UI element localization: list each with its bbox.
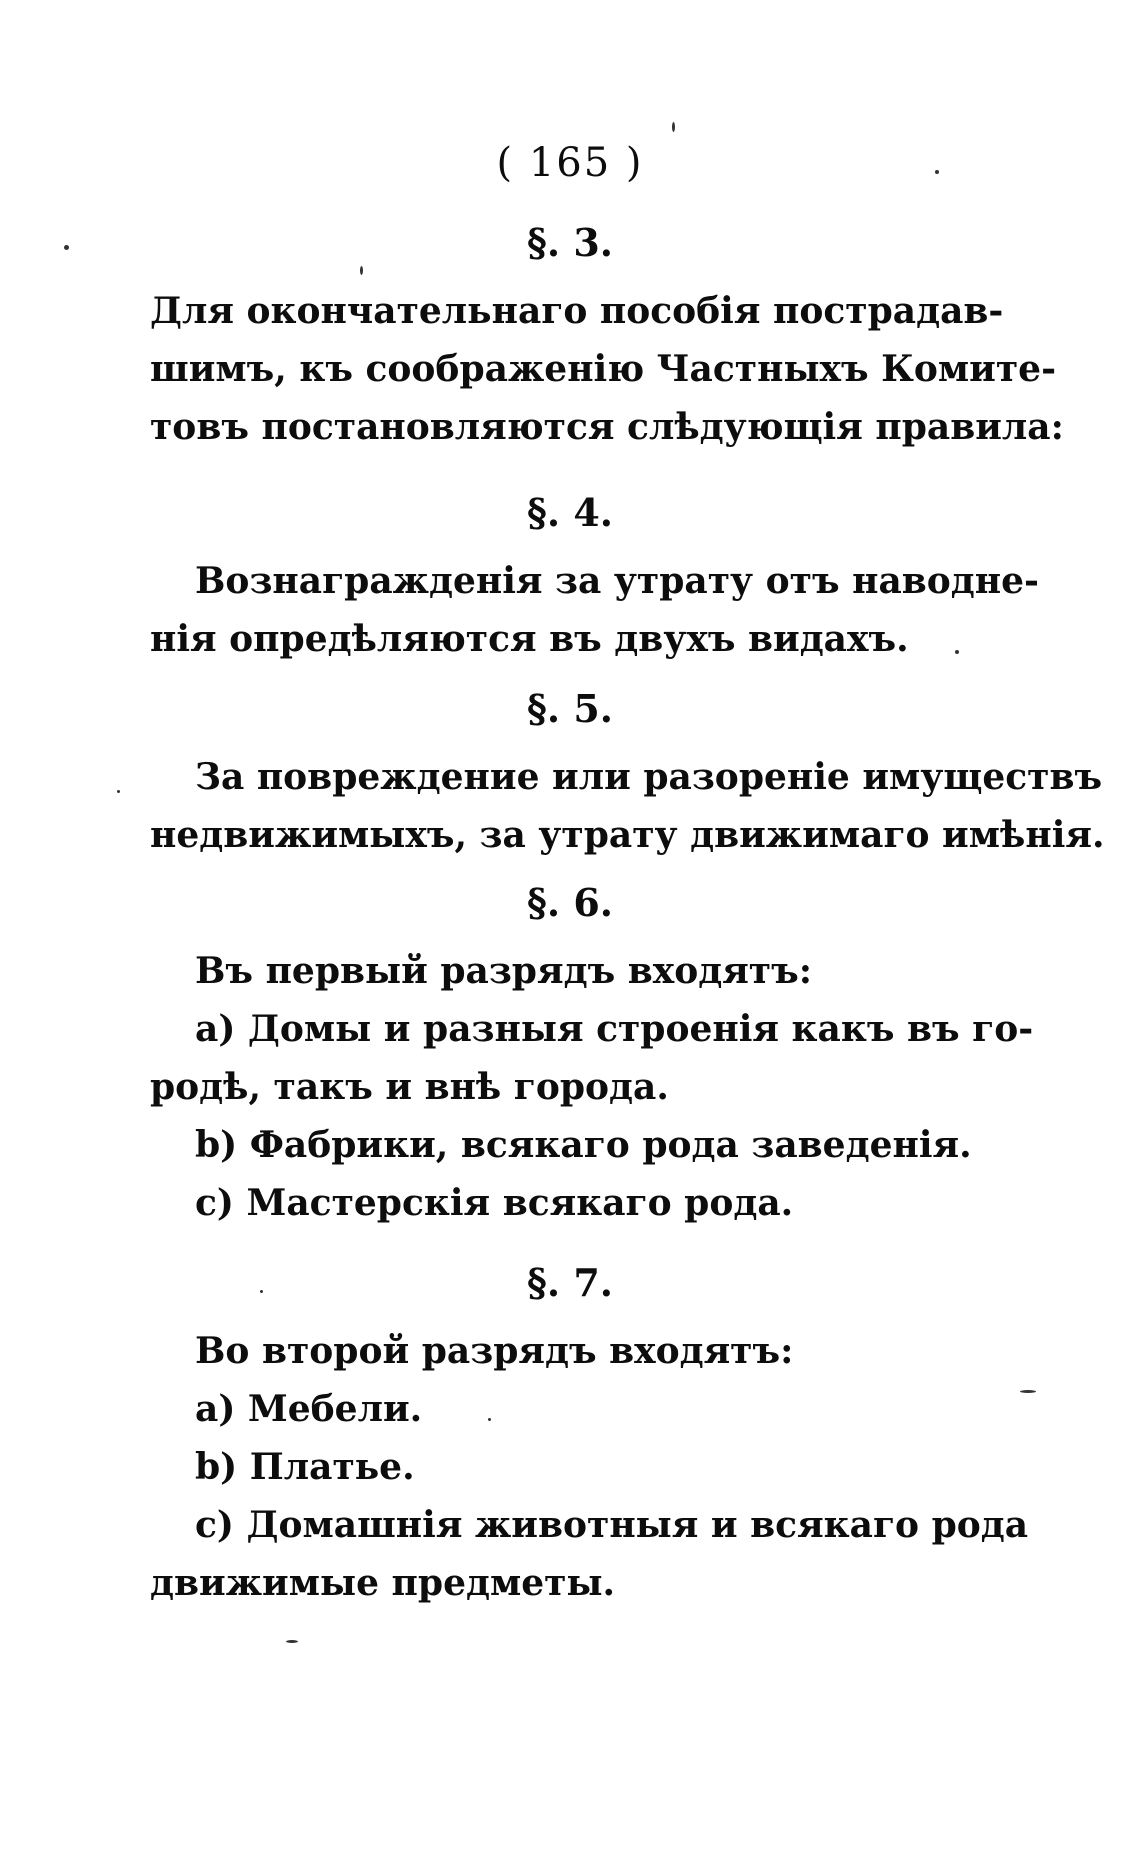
- section-body-3: [150, 282, 1064, 456]
- list-item: a) Мебели.: [195, 1388, 423, 1430]
- scan-speck: [360, 266, 363, 275]
- text-line: родѣ, такъ и внѣ города.: [150, 1066, 669, 1108]
- text-line: недвижимыхъ, за утрату движимаго имѣнія.: [150, 814, 1105, 856]
- scan-speck: [117, 790, 120, 793]
- scan-speck: [1020, 1390, 1036, 1393]
- section-heading-4: §. 4.: [526, 490, 613, 535]
- scan-speck: [955, 650, 959, 654]
- text-line: шимъ, къ соображенію Частныхъ Комите-: [150, 348, 1057, 390]
- list-item: a) Домы и разныя строенія какъ въ го-: [195, 1008, 1034, 1050]
- list-item: c) Мастерскія всякаго рода.: [195, 1182, 794, 1224]
- section-body-6: [150, 942, 1034, 1232]
- list-item: c) Домашнія животныя и всякаго рода: [195, 1504, 1029, 1546]
- section-body-4: [150, 552, 1039, 668]
- page-number: ( 165 ): [496, 140, 644, 186]
- section-heading-5: §. 5.: [526, 686, 613, 731]
- section-body-5: [150, 748, 1105, 864]
- text-line: Въ первый разрядъ входятъ:: [195, 950, 813, 992]
- list-item: b) Платье.: [195, 1446, 415, 1488]
- scan-speck: [64, 245, 69, 250]
- text-line: За повреждение или разореніе имуществъ: [195, 756, 1103, 798]
- section-heading-6: §. 6.: [526, 880, 613, 925]
- section-heading-7: §. 7.: [526, 1260, 613, 1305]
- text-line: Во второй разрядъ входятъ:: [195, 1330, 794, 1372]
- list-item: b) Фабрики, всякаго рода заведенія.: [195, 1124, 972, 1166]
- scan-speck: [488, 1418, 491, 1421]
- scan-speck: [286, 1640, 298, 1643]
- text-line: нія опредѣляются въ двухъ видахъ.: [150, 618, 909, 660]
- scan-speck: [935, 170, 939, 174]
- scan-speck: [260, 1290, 263, 1293]
- text-line: Для окончательнаго пособія пострадав-: [150, 290, 1004, 332]
- scan-speck: [672, 122, 675, 132]
- text-line: Вознагражденія за утрату отъ наводне-: [195, 560, 1039, 602]
- section-body-7: [150, 1322, 1029, 1612]
- section-heading-3: §. 3.: [526, 220, 613, 265]
- text-line: движимые предметы.: [150, 1562, 616, 1604]
- text-line: товъ постановляются слѣдующія правила:: [150, 406, 1064, 448]
